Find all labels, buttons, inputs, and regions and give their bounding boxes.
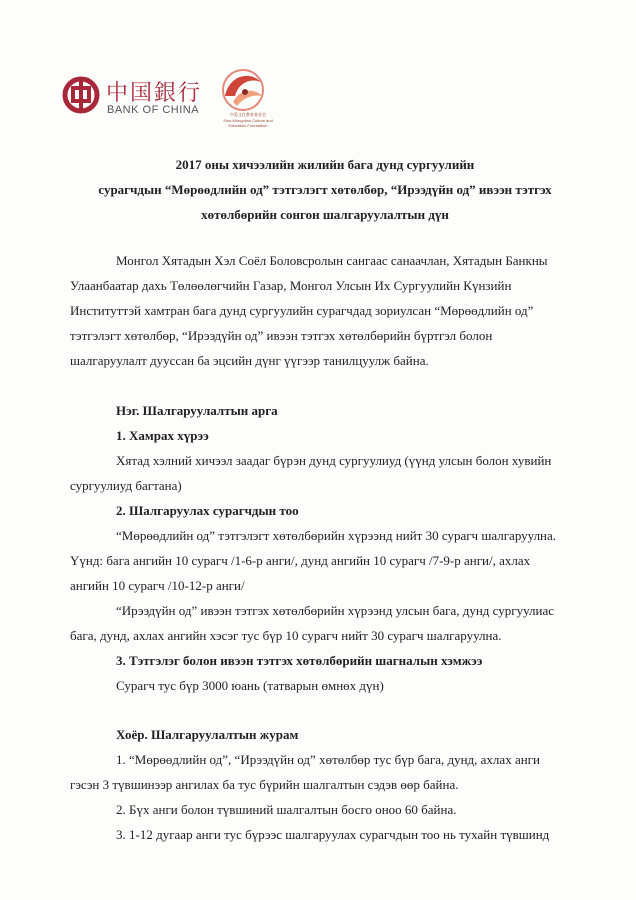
section-1-sub-2-line-1: “Мөрөөдлийн од” тэтгэлэгт хөтөлбөрийн хүрээнд нийт 30 сурагч шалгаруулна.	[116, 528, 557, 543]
intro-line-5: шалгаруулалт дууссан ба эцсийн дүнг үүгээр танилцуулж байна.	[70, 353, 429, 368]
section-1-sub-1-line-1: Хятад хэлний хичээл заадаг бүрэн дунд сургуулиуд (үүнд улсын болон хувийн	[116, 453, 552, 468]
section-1-sub-2-line-3: ангийн 10 сурагч /10-12-р анги/	[70, 578, 245, 593]
section-1-sub-2-line-5: бага, дунд, ахлах ангийн хэсэг тус бүр 10 сурагч нийт 30 сурагч шалгаруулна.	[70, 628, 502, 643]
section-1-sub-2-line-2: Үүнд: бага ангийн 10 сурагч /1-6-р анги/, дунд ангийн 10 сурагч /7-9-р анги/, ахлах	[70, 553, 531, 568]
section-2-item-2: 2. Бүх анги болон түвшиний шалгалтын босго оноо 60 байна.	[116, 802, 457, 817]
section-1-heading: Нэг. Шалгаруулалтын арга	[116, 403, 278, 418]
section-1-sub-2-heading: 2. Шалгаруулах сурагчдын тоо	[116, 503, 299, 518]
section-1	[70, 398, 575, 698]
foundation-name-english: Sino-Mongolian Culture and Education Foundation	[223, 118, 273, 128]
section-1-sub-2-line-4: “Ирээдүйн од” ивээн тэтгэх хөтөлбөрийн хүрээнд улсын бага, дунд сургуулиас	[116, 603, 554, 618]
bank-name-english: BANK OF CHINA	[107, 104, 200, 116]
section-2-item-1-line-1: 1. “Мөрөөдлийн од”, “Ирээдүйн од” хөтөлбөр тус бүр бага, дунд, ахлах анги	[116, 752, 540, 767]
section-1-sub-1-heading: 1. Хамрах хүрээ	[116, 428, 209, 443]
section-2-heading: Хоёр. Шалгаруулалтын журам	[116, 727, 299, 742]
title-line-3: хөтөлбөрийн сонгон шалгаруулалтын дүн	[201, 207, 449, 222]
foundation-emblem-icon	[215, 66, 271, 116]
intro-line-2: Улаанбаатар дахь Төлөөлөгчийн Газар, Монгол Улсын Их Сургуулийн Күнзийн	[70, 278, 512, 293]
section-2	[70, 722, 575, 847]
intro-line-3: Институттэй хамтран бага дунд сургуулийн сурагчдад зориулсан “Мөрөөдлийн од”	[70, 303, 534, 318]
section-2-item-3: 3. 1-12 дугаар анги тус бүрээс шалгаруулах сурагчдын тоо нь тухайн түвшинд	[116, 827, 550, 842]
section-1-sub-1-line-2: сургуулиуд багтана)	[70, 478, 182, 493]
bank-of-china-emblem-icon	[62, 76, 100, 114]
foundation-caption	[218, 112, 278, 128]
bank-name-chinese: 中国銀行	[106, 81, 203, 106]
section-1-sub-3-heading: 3. Тэтгэлэг болон ивээн тэтгэх хөтөлбөрийн шагналын хэмжээ	[116, 653, 483, 668]
foundation-name-chinese: 中蒙文化教育基金会	[230, 112, 266, 117]
intro-paragraph	[70, 248, 575, 373]
document-title	[60, 152, 590, 227]
title-line-2: сурагчдын “Мөрөөдлийн од” тэтгэлэгт хөтөлбөр, “Ирээдүйн од” ивээн тэтгэх	[98, 182, 552, 197]
intro-line-1: Монгол Хятадын Хэл Соёл Боловсролын сангаас санаачлан, Хятадын Банкны	[116, 253, 548, 268]
section-1-sub-3-line-1: Сурагч тус бүр 3000 юань (татварын өмнөх дүн)	[116, 678, 384, 693]
intro-line-4: тэтгэлэгт хөтөлбөр, “Ирээдүйн од” ивээн тэтгэх хөтөлбөрийн бүртгэл болон	[70, 328, 493, 343]
bank-of-china-logo	[62, 74, 202, 122]
title-line-1: 2017 оны хичээлийн жилийн бага дунд сургуулийн	[175, 157, 475, 172]
section-2-item-1-line-2: гэсэн 3 түвшинээр ангилах ба тус бүрийн шалгалтын сэдэв өөр байна.	[70, 777, 459, 792]
